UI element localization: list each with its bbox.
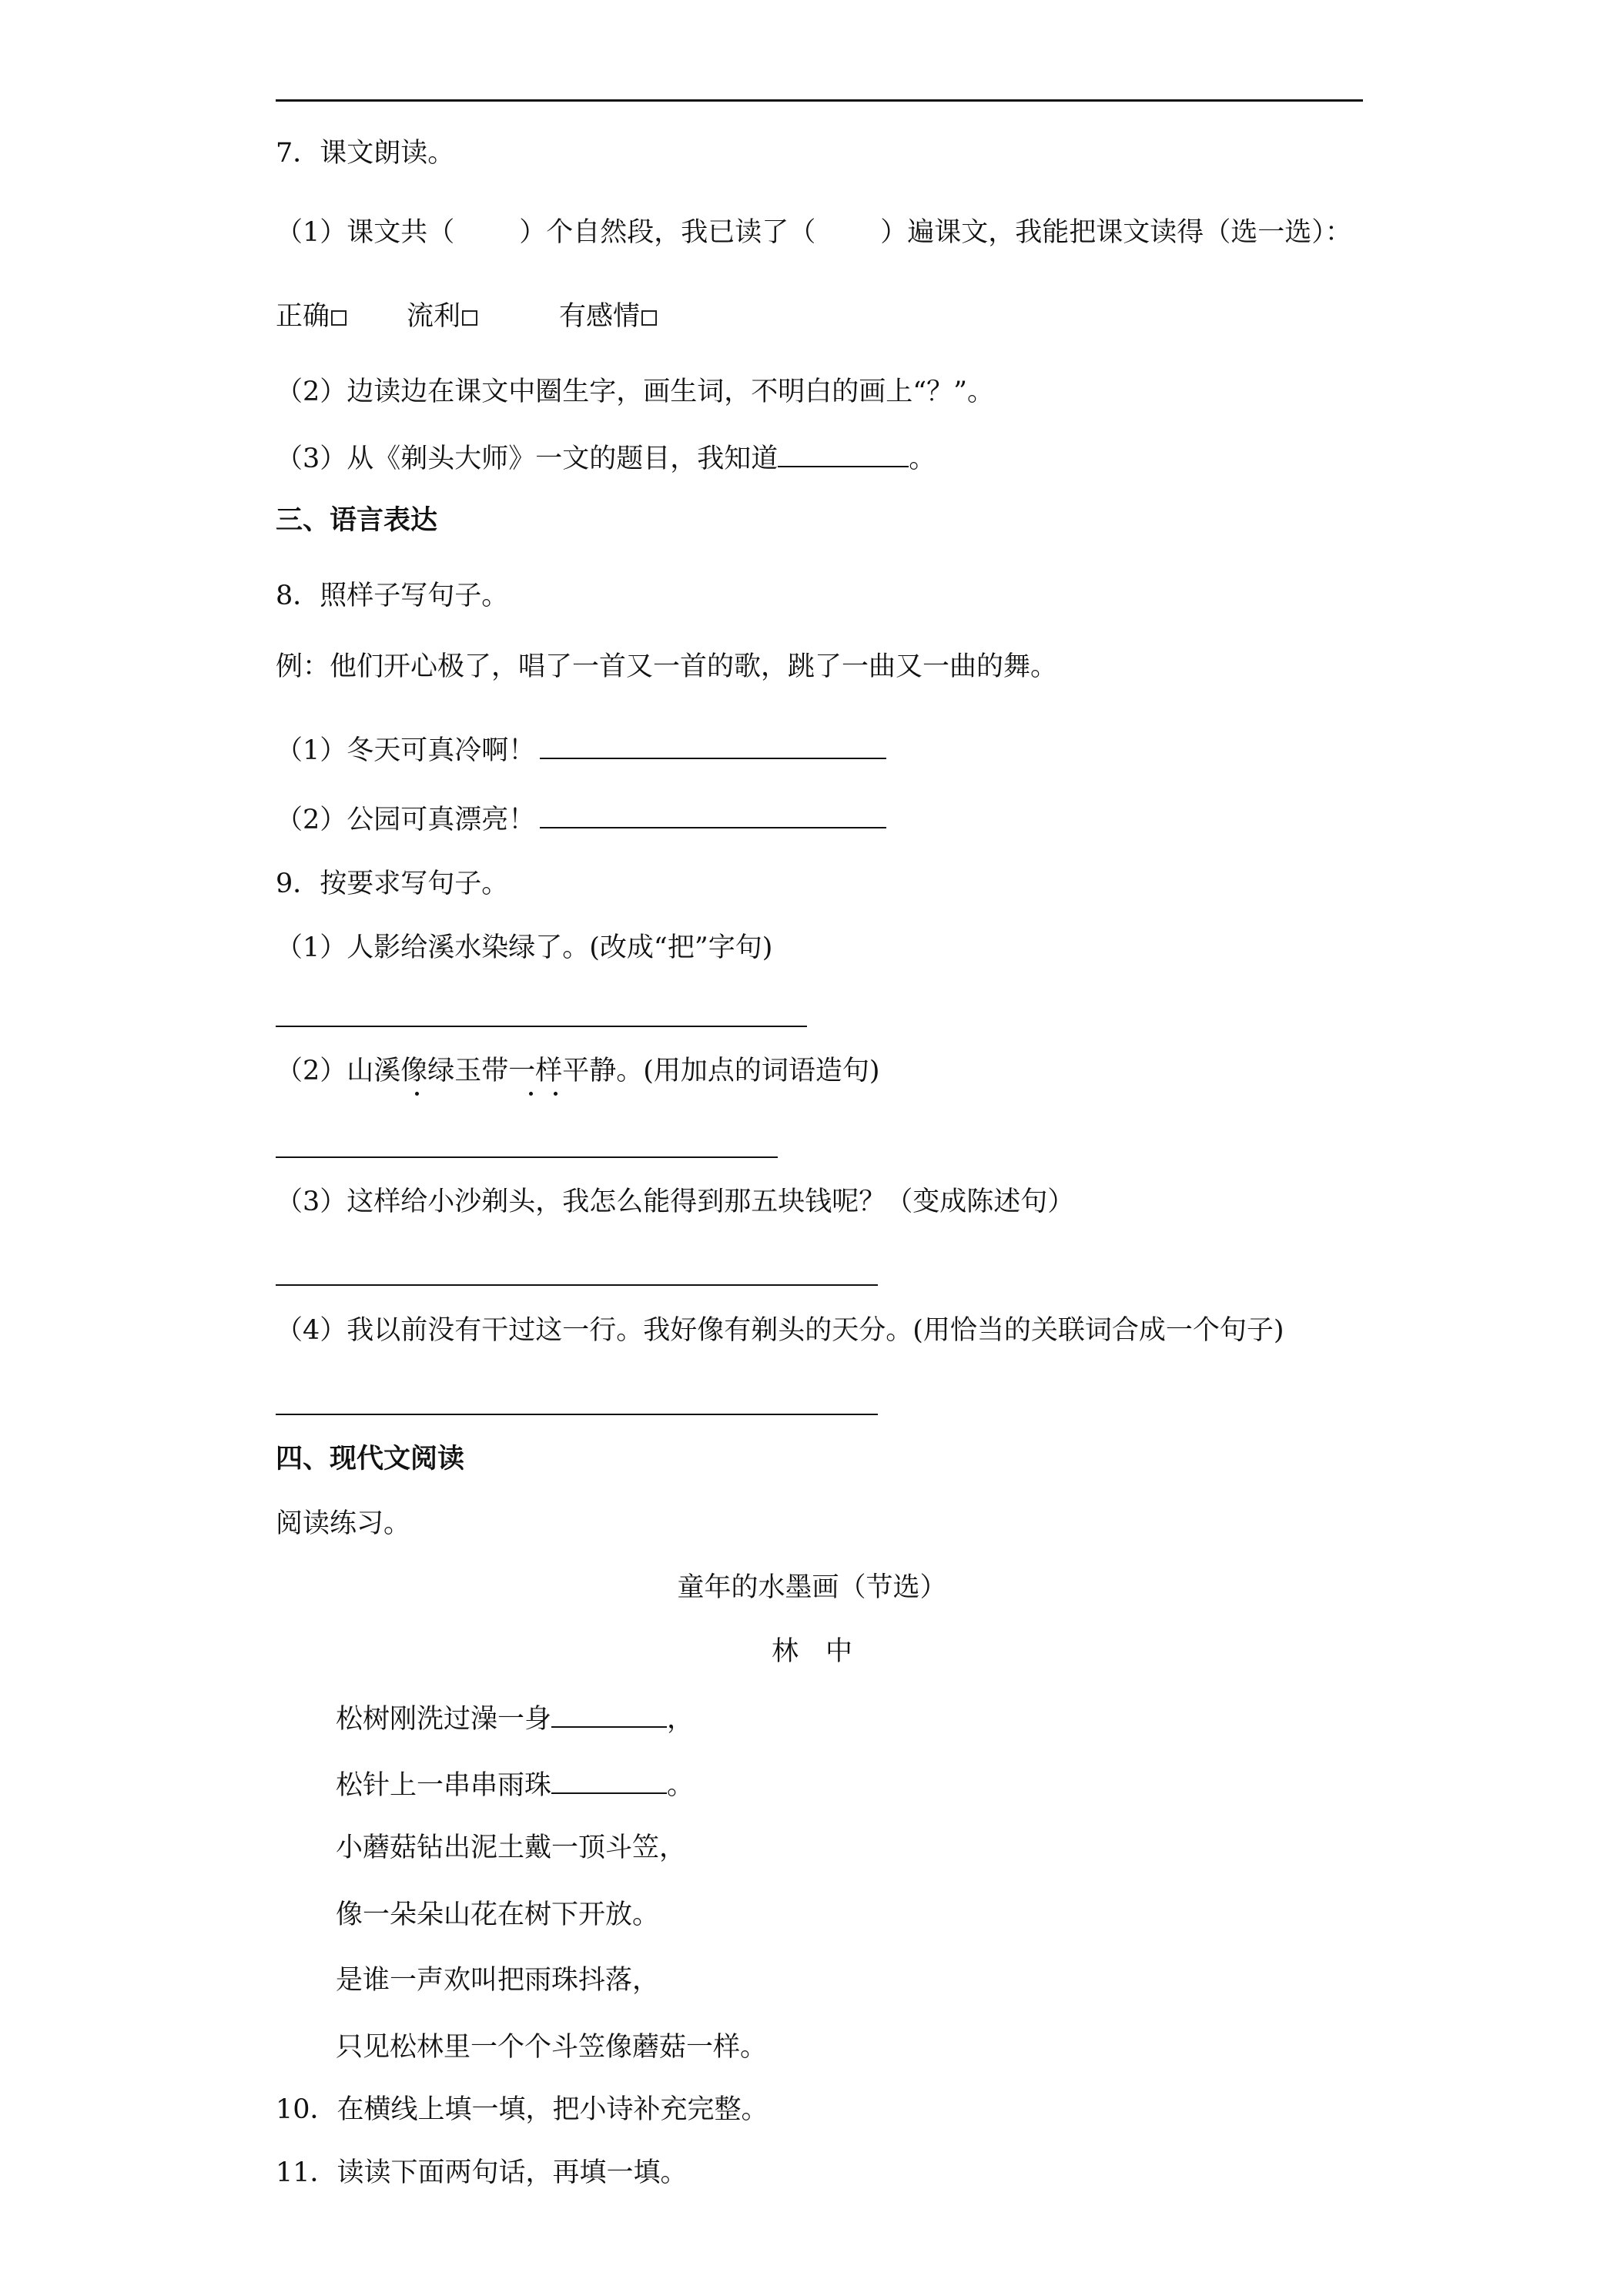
poem-line-4: 像一朵朵山花在树下开放。 bbox=[336, 1899, 660, 1930]
section4-title: 四、现代文阅读 bbox=[276, 1443, 465, 1474]
poem-line-2-end: 。 bbox=[667, 1770, 695, 1801]
poem-line-1-text: 松树刚洗过澡一身 bbox=[336, 1704, 552, 1735]
q8-item-2 bbox=[276, 798, 886, 839]
emphasis-dot bbox=[415, 1092, 419, 1096]
emphasis-dot bbox=[529, 1092, 533, 1096]
q7-part3-end: 。 bbox=[909, 443, 936, 474]
q8-item-2-text: （2）公园可真漂亮！ bbox=[276, 805, 536, 835]
emphasis-dot bbox=[554, 1092, 558, 1096]
checkbox-correct[interactable] bbox=[331, 310, 347, 326]
poem-line-5: 是谁一声欢叫把雨珠抖落， bbox=[336, 1965, 660, 1996]
option-emotional[interactable] bbox=[559, 297, 657, 336]
section3-title: 三、语言表达 bbox=[276, 504, 438, 536]
q7-part3-text: （3）从《剃头大师》一文的题目，我知道 bbox=[276, 443, 779, 474]
option-correct[interactable] bbox=[276, 297, 407, 336]
q7-options bbox=[276, 297, 657, 336]
poem-line-6: 只见松林里一个个斗笠像蘑菇一样。 bbox=[336, 2032, 768, 2063]
q7-title: 7．课文朗读。 bbox=[276, 138, 455, 169]
option-emotional-label: 有感情 bbox=[559, 301, 641, 332]
q8-item-2-blank[interactable] bbox=[540, 798, 886, 828]
q7-part3 bbox=[276, 437, 936, 478]
poem-author: 林 中 bbox=[771, 1636, 852, 1667]
q9-item-4: （4）我以前没有干过这一行。我好像有剃头的天分。(用恰当的关联词合成一个句子) bbox=[276, 1315, 1284, 1346]
q10-title: 10．在横线上填一填，把小诗补充完整。 bbox=[276, 2094, 768, 2125]
option-fluent[interactable] bbox=[407, 297, 559, 336]
q9-item-4-answer-line[interactable] bbox=[276, 1414, 878, 1415]
poem-line-1-blank[interactable] bbox=[551, 1697, 667, 1728]
q8-item-1-blank[interactable] bbox=[540, 728, 886, 759]
q7-part1-text-c: ）遍课文，我能把课文读得（选一选）： bbox=[880, 217, 1352, 248]
header-rule bbox=[276, 99, 1363, 102]
poem-line-1 bbox=[336, 1697, 694, 1739]
poem-title: 童年的水墨画（节选） bbox=[677, 1572, 947, 1603]
poem-line-2-blank[interactable] bbox=[551, 1763, 667, 1794]
q8-example: 例：他们开心极了，唱了一首又一首的歌，跳了一曲又一曲的舞。 bbox=[276, 651, 1058, 682]
reading-intro: 阅读练习。 bbox=[276, 1508, 411, 1539]
q9-item-3: （3）这样给小沙剃头，我怎么能得到那五块钱呢？（变成陈述句） bbox=[276, 1186, 1075, 1217]
q9-item-3-answer-line[interactable] bbox=[276, 1284, 878, 1286]
q9-item-2-answer-line[interactable] bbox=[276, 1156, 778, 1158]
checkbox-fluent[interactable] bbox=[462, 310, 477, 326]
poem-line-2-text: 松针上一串串雨珠 bbox=[336, 1770, 552, 1801]
q7-part1 bbox=[276, 213, 1352, 252]
q7-part2: （2）边读边在课文中圈生字，画生词，不明白的画上“？”。 bbox=[276, 377, 995, 407]
q7-part1-text-a: （1）课文共（ bbox=[276, 217, 455, 248]
poem-line-2 bbox=[336, 1763, 694, 1805]
q7-part1-text-b: ）个自然段，我已读了（ bbox=[519, 217, 816, 248]
option-correct-label: 正确 bbox=[276, 301, 330, 332]
poem-line-3: 小蘑菇钻出泥土戴一顶斗笠， bbox=[336, 1832, 687, 1863]
q9-item-1: （1）人影给溪水染绿了。(改成“把”字句) bbox=[276, 932, 773, 963]
option-fluent-label: 流利 bbox=[407, 301, 461, 332]
checkbox-emotional[interactable] bbox=[641, 310, 657, 326]
q9-item-2: （2）山溪像绿玉带一样平静。(用加点的词语造句) bbox=[276, 1056, 880, 1086]
q8-item-1 bbox=[276, 728, 886, 770]
q9-item-1-answer-line[interactable] bbox=[276, 1026, 807, 1027]
q9-title: 9．按要求写句子。 bbox=[276, 869, 509, 899]
poem-line-1-end: ， bbox=[667, 1704, 695, 1735]
q11-title: 11．读读下面两句话，再填一填。 bbox=[276, 2157, 688, 2188]
q7-part3-blank[interactable] bbox=[778, 437, 909, 467]
q8-title: 8．照样子写句子。 bbox=[276, 581, 509, 611]
q8-item-1-text: （1）冬天可真冷啊！ bbox=[276, 735, 536, 766]
